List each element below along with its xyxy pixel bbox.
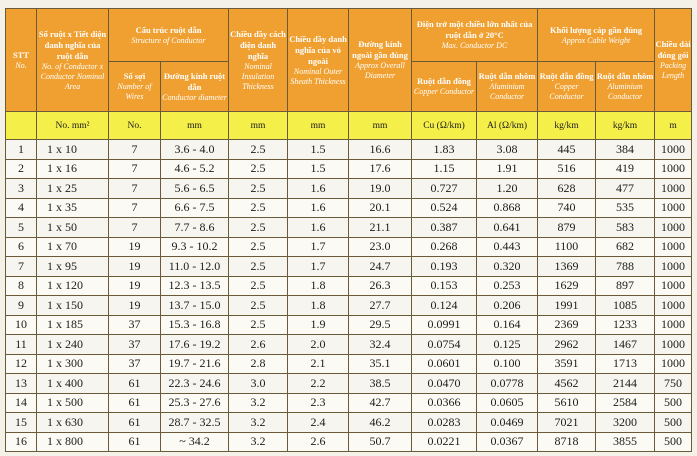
table-cell: 61 (109, 374, 161, 394)
table-cell: 516 (538, 159, 596, 179)
table-cell: 1233 (596, 315, 655, 335)
table-cell: 3.6 - 4.0 (161, 140, 229, 160)
table-cell: 1000 (655, 218, 692, 238)
table-cell: 3.2 (229, 413, 288, 433)
table-cell: 2.5 (229, 296, 288, 316)
table-cell: 1000 (655, 159, 692, 179)
table-cell: 1 x 16 (37, 159, 109, 179)
col-wires: Số sợi Number of Wires (109, 62, 161, 112)
table-cell: 46.2 (349, 413, 412, 433)
table-cell: 24.7 (349, 257, 412, 277)
unit-cell: kg/km (538, 112, 596, 140)
table-cell: 2.5 (229, 218, 288, 238)
table-cell: 13.7 - 15.0 (161, 296, 229, 316)
table-cell: 1000 (655, 257, 692, 277)
table-cell: 1000 (655, 198, 692, 218)
table-cell: 0.268 (412, 237, 477, 257)
unit-cell: No. (109, 112, 161, 140)
table-cell: 0.164 (477, 315, 538, 335)
table-cell: 445 (538, 140, 596, 160)
table-cell: 4562 (538, 374, 596, 394)
unit-cell: mm (349, 112, 412, 140)
unit-cell: mm (288, 112, 349, 140)
table-cell: 1.91 (477, 159, 538, 179)
table-cell: 25.3 - 27.6 (161, 393, 229, 413)
table-cell: 3855 (596, 432, 655, 452)
unit-cell: Cu (Ω/km) (412, 112, 477, 140)
col-stt: STT No. (6, 9, 37, 112)
table-cell: 10 (6, 315, 37, 335)
table-cell: 1.20 (477, 179, 538, 199)
col-weight-aluminium: Ruột dẫn nhôm Aluminium Conductor (596, 62, 655, 112)
table-cell: 0.0601 (412, 354, 477, 374)
table-cell: 4 (6, 198, 37, 218)
table-cell: 1085 (596, 296, 655, 316)
table-cell: 38.5 (349, 374, 412, 394)
table-cell: 1000 (655, 335, 692, 355)
table-row (6, 198, 692, 218)
table-cell: 2.5 (229, 237, 288, 257)
table-cell: 0.124 (412, 296, 477, 316)
table-cell: 2.2 (288, 374, 349, 394)
table-cell: 2.5 (229, 257, 288, 277)
table-cell: 2.5 (229, 276, 288, 296)
table-cell: 2.1 (288, 354, 349, 374)
table-cell: 2.5 (229, 140, 288, 160)
col-weight-copper: Ruột dẫn đồng Copper Conductor (538, 62, 596, 112)
table-cell: 35.1 (349, 354, 412, 374)
table-cell: 477 (596, 179, 655, 199)
col-res-aluminium: Ruột dẫn nhôm Aluminium Conductor (477, 62, 538, 112)
table-cell: 1000 (655, 296, 692, 316)
table-cell: 1.6 (288, 198, 349, 218)
table-cell: 0.0367 (477, 432, 538, 452)
table-cell: 2.0 (288, 335, 349, 355)
table-row (6, 393, 692, 413)
table-cell: 5.6 - 6.5 (161, 179, 229, 199)
table-cell: 8718 (538, 432, 596, 452)
table-cell: 2962 (538, 335, 596, 355)
unit-cell: mm (161, 112, 229, 140)
unit-cell: No. mm² (37, 112, 109, 140)
table-cell: 61 (109, 393, 161, 413)
table-cell: 1000 (655, 140, 692, 160)
table-cell: 1 x 500 (37, 393, 109, 413)
table-cell: 6.6 - 7.5 (161, 198, 229, 218)
table-row (6, 237, 692, 257)
table-cell: 1713 (596, 354, 655, 374)
table-cell: 1 x 50 (37, 218, 109, 238)
table-cell: 0.0366 (412, 393, 477, 413)
table-cell: 14 (6, 393, 37, 413)
table-cell: 3.08 (477, 140, 538, 160)
table-cell: 1 x 70 (37, 237, 109, 257)
table-cell: 2.3 (288, 393, 349, 413)
table-cell: 5610 (538, 393, 596, 413)
table-cell: 2369 (538, 315, 596, 335)
table-cell: 3.2 (229, 432, 288, 452)
units-row (6, 112, 692, 140)
table-cell: 61 (109, 432, 161, 452)
table-row (6, 159, 692, 179)
table-cell: 1991 (538, 296, 596, 316)
table-cell: 11 (6, 335, 37, 355)
table-body (6, 112, 692, 452)
table-cell: 12 (6, 354, 37, 374)
table-cell: 1 x 35 (37, 198, 109, 218)
table-cell: 583 (596, 218, 655, 238)
table-cell: 1.5 (288, 140, 349, 160)
table-cell: 26.3 (349, 276, 412, 296)
table-cell: 1.6 (288, 179, 349, 199)
table-cell: 7 (6, 257, 37, 277)
table-cell: 1.9 (288, 315, 349, 335)
table-cell: 37 (109, 315, 161, 335)
table-cell: 1369 (538, 257, 596, 277)
table-cell: 3591 (538, 354, 596, 374)
col-area: Số ruột x Tiết diện danh nghĩa của ruột dẫn No. of Conductor x Conductor Nominal Area (37, 9, 109, 112)
table-cell: 3200 (596, 413, 655, 433)
table-cell: ~ 34.2 (161, 432, 229, 452)
table-cell: 0.0470 (412, 374, 477, 394)
table-cell: 19 (109, 237, 161, 257)
table-cell: 27.7 (349, 296, 412, 316)
table-cell: 2144 (596, 374, 655, 394)
col-insulation: Chiều dầy cách điện danh nghĩa Nominal Insulation Thickness (229, 9, 288, 112)
table-cell: 1 x 240 (37, 335, 109, 355)
col-sheath: Chiều dầy danh nghĩa của vỏ ngoài Nominal Outer Sheath Thickness (288, 9, 349, 112)
table-cell: 879 (538, 218, 596, 238)
table-cell: 37 (109, 335, 161, 355)
table-row (6, 354, 692, 374)
table-cell: 19 (109, 257, 161, 277)
table-cell: 1467 (596, 335, 655, 355)
table-cell: 11.0 - 12.0 (161, 257, 229, 277)
table-cell: 1100 (538, 237, 596, 257)
table-cell: 23.0 (349, 237, 412, 257)
table-cell: 7021 (538, 413, 596, 433)
table-cell: 0.206 (477, 296, 538, 316)
unit-cell (6, 112, 37, 140)
table-cell: 3.0 (229, 374, 288, 394)
table-cell: 22.3 - 24.6 (161, 374, 229, 394)
table-cell: 7 (109, 159, 161, 179)
table-cell: 0.0283 (412, 413, 477, 433)
table-cell: 2.5 (229, 198, 288, 218)
table-cell: 15.3 - 16.8 (161, 315, 229, 335)
table-cell: 0.100 (477, 354, 538, 374)
table-cell: 20.1 (349, 198, 412, 218)
table-cell: 1.7 (288, 257, 349, 277)
table-row (6, 413, 692, 433)
table-cell: 9 (6, 296, 37, 316)
table-row (6, 374, 692, 394)
table-cell: 1629 (538, 276, 596, 296)
table-cell: 61 (109, 413, 161, 433)
table-cell: 2.6 (229, 335, 288, 355)
table-cell: 15 (6, 413, 37, 433)
table-cell: 7 (109, 198, 161, 218)
table-cell: 1 x 400 (37, 374, 109, 394)
table-cell: 0.868 (477, 198, 538, 218)
table-row (6, 140, 692, 160)
table-cell: 7.7 - 8.6 (161, 218, 229, 238)
table-cell: 0.0469 (477, 413, 538, 433)
table-cell: 17.6 (349, 159, 412, 179)
table-cell: 0.524 (412, 198, 477, 218)
table-cell: 50.7 (349, 432, 412, 452)
col-packing: Chiều dài đóng gói Packing Length (655, 9, 692, 112)
table-cell: 1 x 10 (37, 140, 109, 160)
table-cell: 1.5 (288, 159, 349, 179)
table-row (6, 315, 692, 335)
table-cell: 19.7 - 21.6 (161, 354, 229, 374)
table-cell: 1000 (655, 315, 692, 335)
table-cell: 2.4 (288, 413, 349, 433)
table-cell: 0.0221 (412, 432, 477, 452)
table-cell: 628 (538, 179, 596, 199)
table-cell: 0.153 (412, 276, 477, 296)
table-cell: 0.641 (477, 218, 538, 238)
table-cell: 4.6 - 5.2 (161, 159, 229, 179)
table-row (6, 335, 692, 355)
table-row (6, 179, 692, 199)
table-cell: 1 x 120 (37, 276, 109, 296)
table-cell: 19.0 (349, 179, 412, 199)
table-cell: 19 (109, 296, 161, 316)
table-cell: 535 (596, 198, 655, 218)
table-cell: 1 x 95 (37, 257, 109, 277)
table-cell: 1.7 (288, 237, 349, 257)
table-cell: 788 (596, 257, 655, 277)
col-resistance: Điện trở một chiều lớn nhất của ruột dẫn ở 20°C Max. Conductor DC (412, 9, 538, 62)
table-cell: 2.5 (229, 179, 288, 199)
table-cell: 7 (109, 179, 161, 199)
table-cell: 3 (6, 179, 37, 199)
table-cell: 13 (6, 374, 37, 394)
table-cell: 1 x 300 (37, 354, 109, 374)
table-cell: 500 (655, 393, 692, 413)
table-cell: 3.2 (229, 393, 288, 413)
unit-cell: m (655, 112, 692, 140)
table-cell: 1000 (655, 179, 692, 199)
table-cell: 7 (109, 218, 161, 238)
table-cell: 500 (655, 432, 692, 452)
cable-spec-table (5, 8, 692, 452)
table-cell: 0.0605 (477, 393, 538, 413)
table-cell: 0.320 (477, 257, 538, 277)
table-cell: 28.7 - 32.5 (161, 413, 229, 433)
table-cell: 1.6 (288, 218, 349, 238)
table-row (6, 276, 692, 296)
table-cell: 8 (6, 276, 37, 296)
table-cell: 0.0754 (412, 335, 477, 355)
table-cell: 19 (109, 276, 161, 296)
table-cell: 500 (655, 413, 692, 433)
table-cell: 16 (6, 432, 37, 452)
table-cell: 1 (6, 140, 37, 160)
table-cell: 1 x 630 (37, 413, 109, 433)
table-cell: 9.3 - 10.2 (161, 237, 229, 257)
table-cell: 0.125 (477, 335, 538, 355)
col-conductor-diameter: Đường kính ruột dẫn Conductor diameter (161, 62, 229, 112)
table-cell: 750 (655, 374, 692, 394)
table-cell: 419 (596, 159, 655, 179)
table-cell: 1000 (655, 276, 692, 296)
table-cell: 1 x 150 (37, 296, 109, 316)
table-header (6, 9, 692, 112)
table-cell: 1 x 25 (37, 179, 109, 199)
col-res-copper: Ruột dẫn đồng Copper Conductor (412, 62, 477, 112)
table-cell: 2.6 (288, 432, 349, 452)
table-row (6, 432, 692, 452)
table-row (6, 218, 692, 238)
table-cell: 12.3 - 13.5 (161, 276, 229, 296)
table-cell: 1 x 800 (37, 432, 109, 452)
table-row (6, 296, 692, 316)
col-overall-diameter: Đường kính ngoài gần đúng Approx Overall Diameter (349, 9, 412, 112)
table-cell: 0.0991 (412, 315, 477, 335)
unit-cell: mm (229, 112, 288, 140)
table-cell: 2.8 (229, 354, 288, 374)
table-cell: 5 (6, 218, 37, 238)
table-cell: 6 (6, 237, 37, 257)
table-cell: 7 (109, 140, 161, 160)
table-cell: 2 (6, 159, 37, 179)
col-structure: Cấu trúc ruột dẫn Structure of Conductor (109, 9, 229, 62)
table-cell: 32.4 (349, 335, 412, 355)
table-cell: 0.0778 (477, 374, 538, 394)
table-cell: 0.253 (477, 276, 538, 296)
table-cell: 1.8 (288, 276, 349, 296)
table-cell: 384 (596, 140, 655, 160)
table-cell: 0.387 (412, 218, 477, 238)
table-cell: 17.6 - 19.2 (161, 335, 229, 355)
table-cell: 16.6 (349, 140, 412, 160)
table-cell: 37 (109, 354, 161, 374)
table-cell: 2.5 (229, 315, 288, 335)
table-cell: 2.5 (229, 159, 288, 179)
table-cell: 897 (596, 276, 655, 296)
table-cell: 1 x 185 (37, 315, 109, 335)
table-cell: 1.15 (412, 159, 477, 179)
table-cell: 0.727 (412, 179, 477, 199)
table-cell: 1000 (655, 354, 692, 374)
table-cell: 42.7 (349, 393, 412, 413)
table-cell: 21.1 (349, 218, 412, 238)
table-cell: 29.5 (349, 315, 412, 335)
table-cell: 0.443 (477, 237, 538, 257)
table-cell: 682 (596, 237, 655, 257)
table-cell: 1.8 (288, 296, 349, 316)
table-cell: 1.83 (412, 140, 477, 160)
table-cell: 740 (538, 198, 596, 218)
unit-cell: Al (Ω/km) (477, 112, 538, 140)
table-row (6, 257, 692, 277)
table-cell: 1000 (655, 237, 692, 257)
cable-spec-sheet (5, 8, 691, 452)
col-weight: Khối lượng cáp gần đúng Approx Cable Weight (538, 9, 655, 62)
table-cell: 0.193 (412, 257, 477, 277)
table-cell: 2584 (596, 393, 655, 413)
unit-cell: kg/km (596, 112, 655, 140)
